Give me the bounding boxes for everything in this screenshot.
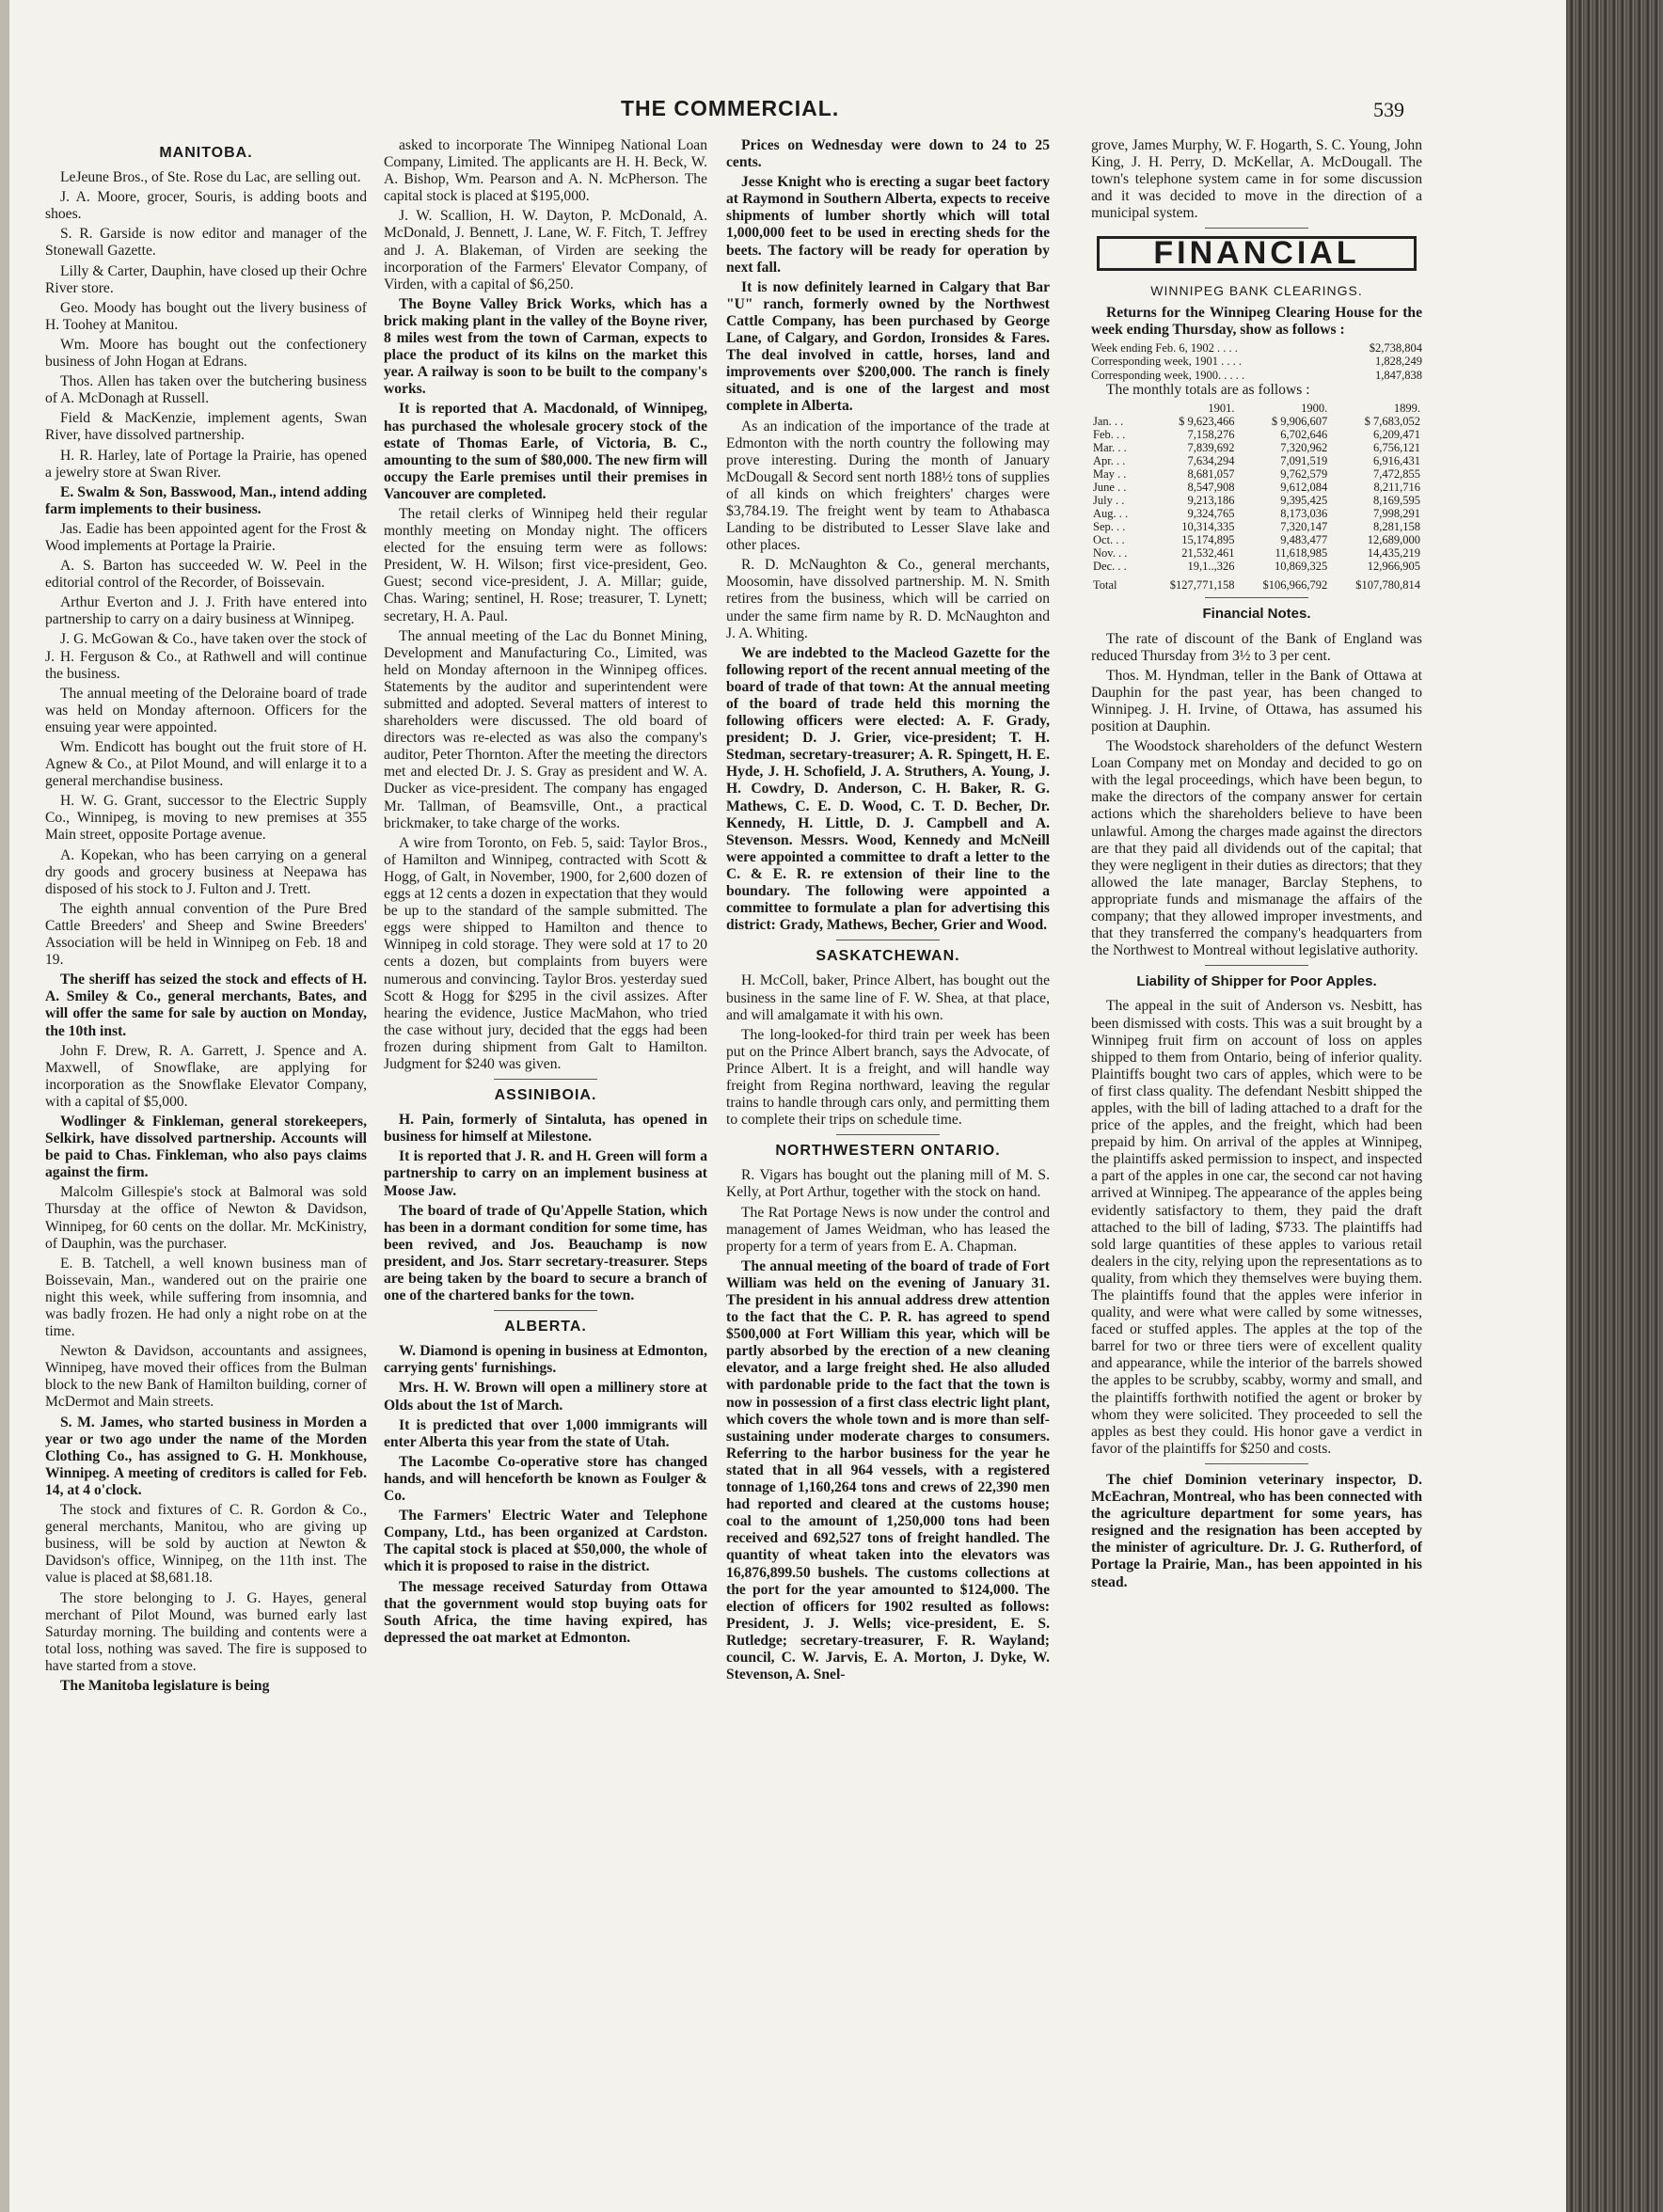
news-item: It is reported that A. Macdonald, of Winnipeg, has purchased the wholesale grocery stock of the estate of Thomas Earle, of Victoria, B. C., amounting to the sum of $80,000. The new firm will occupy the Earle premises until their premises in Vancouver are completed.: [384, 401, 707, 502]
table-row: July . . 9,213,186 9,395,425 8,169,595: [1093, 494, 1420, 508]
section-divider: [1205, 1463, 1308, 1464]
table-row: June . . 8,547,908 9,612,084 8,211,716: [1093, 481, 1420, 495]
table-row: May . . 8,681,057 9,762,579 7,472,855: [1093, 467, 1420, 482]
news-item: The Lacombe Co-operative store has changed hands, and will henceforth be known as Foulger & Co.: [384, 1453, 707, 1505]
news-item: Prices on Wednesday were down to 24 to 25 cents.: [726, 137, 1050, 171]
news-item: H. McColl, baker, Prince Albert, has bought out the business in the same line of F. W. Shea, at that place, and will amalgamate it with his own.: [726, 972, 1050, 1023]
news-item: The message received Saturday from Ottawa that the government would stop buying oats for South Africa, the time having expired, has depressed the oat market at Edmonton.: [384, 1578, 707, 1646]
news-item: R. D. McNaughton & Co., general merchants, Moosomin, have dissolved partnership. M. N. Smith retires from the business, which will be carried on under the same firm name by R. D. McNaughton and J. A. Whiting.: [726, 557, 1050, 641]
news-item: E. B. Tatchell, a well known business man of Boissevain, Man., wandered out on the prairie one night this week, while suffering from insomnia, and was badly frozen. He had only a night robe on at the time.: [45, 1255, 367, 1340]
table-row: Mar. . . 7,839,692 7,320,962 6,756,121: [1093, 441, 1420, 455]
column-3: [726, 137, 1050, 2028]
financial-notes-heading: Financial Notes.: [1202, 606, 1311, 623]
section-divider: [494, 1079, 597, 1080]
monthly-clearings-table: [1091, 402, 1422, 592]
news-item: The eighth annual convention of the Pure Bred Cattle Breeders' and Sheep and Swine Breeders' Association will be held in Winnipeg on Feb. 18 and 19.: [45, 900, 367, 969]
news-item: As an indication of the importance of the trade at Edmonton with the north country the following may prove interesting. During the month of January McDougall & Secord sent north 188½ tons of supplies of all kinds on which freighters' charges were $3,784.19. The freight went by team to Athabasca Landing to be distributed to Lesser Slave lake and other places.: [726, 418, 1050, 554]
page-header: [0, 92, 1566, 130]
news-item: S. M. James, who started business in Morden a year or two ago under the name of the Morden Clothing Co., has assigned to G. H. Monkhouse, Winnipeg. A meeting of creditors is called for Feb. 14, at 4 o'clock.: [45, 1414, 367, 1498]
news-item: J. W. Scallion, H. W. Dayton, P. McDonald, A. McDonald, J. Bennett, J. Lane, W. F. Fitch, T. Jeffrey and J. A. Blakeman, of Virden are seeking the incorporation of the Farmers' Elevator Company, of Virden, with a capital of $6,250.: [384, 208, 707, 292]
news-item: The Rat Portage News is now under the control and management of James Weidman, who has leased the property for a term of years from E. A. Chapman.: [726, 1204, 1050, 1255]
news-item: W. Diamond is opening in business at Edmonton, carrying gents' furnishings.: [384, 1343, 707, 1377]
table-row: Oct. . . 15,174,895 9,483,477 12,689,000: [1093, 533, 1420, 547]
news-item: The annual meeting of the board of trade of Fort William was held on the evening of January 31. The president in his annual address drew attention to the fact that the C. P. R. has agreed to spend $500,000 at Fort William this year, which will be partly absorbed by the erection of a new cleaning elevator, and a large freight shed. He also alluded with pardonable pride to the fact that the town is now in possession of a first class electric light plant, which covers the whole town and is more than self-sustaining under moderate charges to consumers. Referring to the harbor business for the year he stated that in all 964 vessels, with a registered tonnage of 1,160,264 tons and crews of 22,390 men had reported and cleared at the customs house; coal to the amount of 1,250,000 tons had been received and 692,527 tons of freight handled. The quantity of wheat taken into the elevators was 16,876,899.50 bushels. The customs collections at the port for the year amounted to $124,000. The election of officers for 1902 resulted as follows: President, J. J. Wells; vice-president, E. S. Rutledge; secretary-treasurer, F. R. Wayland; council, C. W. Jarvis, E. A. Morton, J. Dyke, W. Stevenson, A. Snel-: [726, 1257, 1050, 1683]
news-item: The Manitoba legislature is being: [60, 1677, 270, 1694]
news-item: The Boyne Valley Brick Works, which has a brick making plant in the valley of the Boyne river, 8 miles west from the town of Carman, expects to place the product of its kilns on the market this year. A railway is soon to be built to the company's works.: [384, 295, 707, 398]
news-item: J. G. McGowan & Co., have taken over the stock of J. H. Ferguson & Co., at Rathwell and will continue the business.: [45, 631, 367, 682]
clearings-intro: Returns for the Winnipeg Clearing House for the week ending Thursday, show as follows :: [1091, 304, 1422, 338]
news-item: LeJeune Bros., of Ste. Rose du Lac, are selling out.: [60, 169, 361, 186]
section-heading-saskatchewan: SASKATCHEWAN.: [816, 948, 960, 965]
section-heading-northwestern-ontario: NORTHWESTERN ONTARIO.: [775, 1143, 1001, 1160]
table-row: Aug. . . 9,324,765 8,173,036 7,998,291: [1093, 507, 1420, 521]
news-item: Malcolm Gillespie's stock at Balmoral was sold Thursday at the office of Newton & Davidson, Winnipeg, for 60 cents on the dollar. Mr. McKinistry, of Dauphin, was the purchaser.: [45, 1184, 367, 1252]
page-left-edge: [0, 0, 9, 2212]
news-item: Wodlinger & Finkleman, general storekeepers, Selkirk, have dissolved partnership. Accounts will be paid to Chas. Finkleman, who also pays claims against the firm.: [45, 1113, 367, 1181]
section-divider: [1205, 965, 1308, 966]
news-item: Lilly & Carter, Dauphin, have closed up their Ochre River store.: [45, 262, 367, 296]
table-header-row: 1901. 1900. 1899.: [1208, 402, 1420, 416]
table-total-row: Total $127,771,158 $106,966,792 $107,780,814: [1093, 578, 1420, 592]
table-row: Apr. . . 7,634,294 7,091,519 6,916,431: [1093, 454, 1420, 468]
news-item: The board of trade of Qu'Appelle Station, which has been in a dormant condition for some time, has been revived, and Jos. Beauchamp is now president, and Jos. Starr secretary-treasurer. Steps are being taken by the board to secure a branch of one of the chartered banks for the town.: [384, 1202, 707, 1304]
news-item: The Woodstock shareholders of the defunct Western Loan Company met on Monday and decided to go on with the legal proceedings, which have been begun, to make the directors of the company answer for certain actions which the shareholders believe to have been unlawful. Among the charges made against the directors are that they paid all dividends out of the capital; that they were negligent in their duties as directors; that they allowed the late manager, Barclay Stephens, to appropriate funds and mismanage the affairs of the company; that they allowed improper investments, and that they transferred the company's headquarters from the Northwest to Montreal without legislative authority.: [1091, 738, 1422, 959]
weekly-row: Corresponding week, 1900. . . . . 1,847,838: [1091, 368, 1422, 382]
section-divider: [836, 1134, 940, 1135]
section-divider: [1205, 597, 1308, 598]
news-item: John F. Drew, R. A. Garrett, J. Spence and A. Maxwell, of Snowflake, are applying for incorporation as the Snowflake Elevator Company, with a capital of $5,000.: [45, 1042, 367, 1110]
page-number: 539: [1373, 98, 1404, 121]
column-4: [1091, 137, 1422, 2028]
clearings-heading: WINNIPEG BANK CLEARINGS.: [1150, 282, 1363, 298]
book-spine: [1566, 0, 1663, 2212]
news-item: The annual meeting of the Deloraine board of trade was held on Monday afternoon. Officers for the ensuing year were appointed.: [45, 685, 367, 735]
news-item: It is now definitely learned in Calgary that Bar "U" ranch, formerly owned by the Northwest Cattle Company, has been purchased by George Lane, of Calgary, and Gordon, Ironsides & Fares. The deal involved in cattle, horses, land and improvements over $200,000. The ranch is finely situated, and is one of the largest and most complete in Alberta.: [726, 278, 1050, 415]
section-divider: [1205, 228, 1308, 229]
publication-title: THE COMMERCIAL.: [621, 96, 840, 120]
news-item: It is predicted that over 1,000 immigrants will enter Alberta this year from the state of Utah.: [384, 1416, 707, 1450]
section-heading-assiniboia: ASSINIBOIA.: [494, 1087, 597, 1104]
liability-heading: Liability of Shipper for Poor Apples.: [1136, 973, 1377, 990]
news-item: A wire from Toronto, on Feb. 5, said: Taylor Bros., of Hamilton and Winnipeg, contracted with Scott & Hogg, of Galt, in November, 1900, for 2,600 dozen of eggs at 12 cents a dozen in expectation that they would be up to the standard of the sample submitted. The eggs were shipped to Hamilton and thence to Winnipeg in cold storage. They were sold at 17 to 20 cents a dozen, but complaints from buyers were numerous and convincing. Taylor Bros. yesterday sued Scott & Hogg for $295 in the civil assizes. After hearing the evidence, Justice MacMahon, who tried the case without jury, decided that the eggs had been frozen during shipment from Galt to Hamilton. Judgment for $240 was given.: [384, 834, 707, 1072]
table-row: Nov. . . 21,532,461 11,618,985 14,435,219: [1093, 546, 1420, 561]
news-item: Wm. Moore has bought out the confectionery business of John Hogan at Edrans.: [45, 336, 367, 371]
news-item: Jesse Knight who is erecting a sugar beet factory at Raymond in Southern Alberta, expects to receive shipments of lumber shortly which will total 1,000,000 feet to be used in erecting sheds for the beets. The factory will be ready for operation by next fall.: [726, 174, 1050, 276]
news-item: A. Kopekan, who has been carrying on a general dry goods and grocery business at Neepawa has disposed of his stock to J. Fulton and J. Trett.: [45, 846, 367, 897]
news-item: J. A. Moore, grocer, Souris, is adding boots and shoes.: [45, 189, 367, 223]
news-item: Newton & Davidson, accountants and assignees, Winnipeg, have moved their offices from the Bulman block to the new Bank of Hamilton building, corner of McDermot and Main streets.: [45, 1343, 367, 1411]
column-1: [45, 137, 367, 2061]
weekly-row: Corresponding week, 1901 . . . . 1,828,249: [1091, 355, 1422, 369]
news-item: The appeal in the suit of Anderson vs. Nesbitt, has been dismissed with costs. This was a suit brought by a Winnipeg fruit firm on account of loss on apples shipped to them from Ontario, being of inferior quality. Plaintiffs bought two cars of apples, which were to be of first class quality. The defendant Nesbitt shipped the apples, with the bill of lading attached to a draft for the price of the apples, and the freight, which had been prepaid by him. On arrival of the apples at Winnipeg, the plaintiffs asked permission to inspect, and inspected a part of the apples in one car, the second car not having arrived at Winnipeg. The appearance of the apples being evidently satisfactory to them, they paid the draft attached to the bill of lading, $733. The plaintiffs had sold large quantities of these apples to various retail dealers in the city, relying upon the representations as to quality, from which they themselves were buying them. The plaintiffs found that the apples were inferior in quality, and were what were called by some witnesses, faced or stuffed apples. The apples at the top of the barrel for two or three tiers were of excellent quality and appearance, while the interior of the barrels showed the apples to be scrubby, scabby, wormy and small, and the plaintiffs forthwith notified the agent or broker by whom they were solicited. They proceeded to sell the apples as best they could. His honor gave a verdict in favor of the plaintiffs for $250 and costs.: [1091, 998, 1422, 1457]
news-item: A. S. Barton has succeeded W. W. Peel in the editorial control of the Recorder, of Boissevain.: [45, 558, 367, 592]
news-item: Geo. Moody has bought out the livery business of H. Toohey at Manitou.: [45, 299, 367, 333]
news-item: The annual meeting of the Lac du Bonnet Mining, Development and Manufacturing Co., Limited, was held on Monday afternoon in the Winnipeg offices. Statements by the auditor and superintendent were submitted and adopted. Several matters of interest to shareholders were discussed. The old board of directors was re-elected as was also the company's auditor, Peter Thornton. After the meeting the directors met and elected Dr. J. S. Gray as president and W. A. Ducker as vice-president. The company has engaged Mr. Tallman, of Beamsville, Ont., a practical brickmaker, to take charge of the works.: [384, 627, 707, 831]
table-row: Jan. . . $ 9,623,466 $ 9,906,607 $ 7,683,052: [1093, 415, 1420, 429]
column-2: [384, 137, 707, 2032]
news-item: Field & MacKenzie, implement agents, Swan River, have dissolved partnership.: [45, 410, 367, 444]
news-item: The sheriff has seized the stock and effects of H. A. Smiley & Co., general merchants, Bates, and will offer the same for sale by auction on Monday, the 10th inst.: [45, 972, 367, 1039]
news-item: H. Pain, formerly of Sintaluta, has opened in business for himself at Milestone.: [384, 1112, 707, 1146]
financial-banner: FINANCIAL: [1097, 236, 1417, 270]
table-row: Feb. . . 7,158,276 6,702,646 6,209,471: [1093, 428, 1420, 442]
news-item: E. Swalm & Son, Basswood, Man., intend adding farm implements to their business.: [45, 483, 367, 517]
weekly-row: Week ending Feb. 6, 1902 . . . . $2,738,804: [1091, 340, 1422, 355]
news-item: The stock and fixtures of C. R. Gordon & Co., general merchants, Manitou, who are giving up business, will be sold by auction at Newton & Davidson's office, Winnipeg, on the 11th inst. The value is placed at $8,681.18.: [45, 1502, 367, 1587]
news-item: The store belonging to J. G. Hayes, general merchant of Pilot Mound, was burned early last Saturday morning. The building and contents were a total loss, nothing was saved. The fire is supposed to have started from a stove.: [45, 1589, 367, 1674]
news-item: S. R. Garside is now editor and manager of the Stonewall Gazette.: [45, 226, 367, 260]
news-item: Mrs. H. W. Brown will open a millinery store at Olds about the 1st of March.: [384, 1380, 707, 1414]
news-item: The rate of discount of the Bank of England was reduced Thursday from 3½ to 3 per cent.: [1091, 630, 1422, 664]
news-item: The chief Dominion veterinary inspector, D. McEachran, Montreal, who has been connected with the agriculture department for some years, has resigned and the resignation has been accepted by the minister of agriculture. Dr. J. G. Rutherford, of Portage la Prairie, Man., has been appointed in his stead.: [1091, 1471, 1422, 1590]
news-item: Thos. Allen has taken over the butchering business of A. McDonagh at Russell.: [45, 373, 367, 407]
news-item: We are indebted to the Macleod Gazette for the following report of the recent annual meeting of the board of trade of that town: At the annual meeting of the board of trade held this morning the following officers were elected: A. F. Grady, president; D. J. Grier, vice-president; T. H. Stedman, secretary-treasurer; A. R. Spingett, H. E. Hyde, J. H. Schofield, J. A. Struthers, A. Young, J. H. Cowdry, D. Anderson, C. H. Baker, R. G. Mathews, C. E. D. Wood, C. T. D. Becher, Dr. Kennedy, H. Little, D. J. Campbell and A. Stevenson. Messrs. Wood, Kennedy and McNeill were appointed a committee to draft a letter to the C. & E. R. re extension of their line to the boundary. The following were appointed a committee to formulate a plan for advertising this district: Grady, Mathews, Becher, Grier and Wood.: [726, 644, 1050, 934]
section-heading-alberta: ALBERTA.: [504, 1319, 587, 1335]
section-heading-manitoba: MANITOBA.: [159, 145, 253, 161]
news-item: It is reported that J. R. and H. Green will form a partnership to carry on an implement business at Moose Jaw.: [384, 1148, 707, 1199]
weekly-clearings: [1091, 341, 1422, 383]
table-row: Dec. . . 19,1..,326 10,869,325 12,966,905: [1093, 560, 1420, 574]
news-item: Wm. Endicott has bought out the fruit store of H. Agnew & Co., at Pilot Mound, and will enlarge it to a general merchandise business.: [45, 739, 367, 790]
section-divider: [494, 1310, 597, 1311]
news-item: Arthur Everton and J. J. Frith have entered into partnership to carry on a dairy business at Winnipeg.: [45, 594, 367, 628]
news-item: The retail clerks of Winnipeg held their regular monthly meeting on Monday night. The officers elected for the ensuing term were as follows: President, W. H. Wilson; first vice-president, Geo. Guest; second vice-president, J. A. Millar; guide, Chas. Waring; sentinel, H. Rose; treasurer, T. Lynett; secretary, H. A. Paul.: [384, 505, 707, 624]
news-item: H. R. Harley, late of Portage la Prairie, has opened a jewelry store at Swan River.: [45, 447, 367, 481]
news-item: H. W. G. Grant, successor to the Electric Supply Co., Winnipeg, is moving to new premises at 355 Main street, opposite Portage avenue.: [45, 793, 367, 844]
news-item: Thos. M. Hyndman, teller in the Bank of Ottawa at Dauphin for the past year, has been changed to Winnipeg. J. H. Irvine, of Ottawa, has assumed his position at Dauphin.: [1091, 667, 1422, 735]
table-row: Sep. . . 10,314,335 7,320,147 8,281,158: [1093, 520, 1420, 534]
news-item: grove, James Murphy, W. F. Hogarth, S. C. Young, John King, J. H. Perry, D. McKellar, A. McDougall. The town's telephone system came in for some discussion and it was decided to move in the direction of a municipal system.: [1091, 137, 1422, 222]
news-item: Jas. Eadie has been appointed agent for the Frost & Wood implements at Portage la Prairie.: [45, 520, 367, 554]
news-item: The long-looked-for third train per week has been put on the Prince Albert branch, says the Advocate, of Prince Albert. It is a freight, and will handle way freight from Regina northward, leaving the regular trains to handle through cars only, and permitting them to complete their trips on schedule time.: [726, 1026, 1050, 1129]
news-item: The Farmers' Electric Water and Telephone Company, Ltd., has been organized at Cardston. The capital stock is placed at $50,000, the whole of which it is proposed to raise in the district.: [384, 1508, 707, 1575]
news-item: R. Vigars has bought out the planing mill of M. S. Kelly, at Port Arthur, together with the stock on hand.: [726, 1167, 1050, 1201]
news-item: asked to incorporate The Winnipeg National Loan Company, Limited. The applicants are H. H. Beck, W. A. Bishop, Wm. Pearson and A. N. McPherson. The capital stock is placed at $195,000.: [384, 137, 707, 205]
monthly-intro: The monthly totals are as follows :: [1106, 382, 1310, 399]
